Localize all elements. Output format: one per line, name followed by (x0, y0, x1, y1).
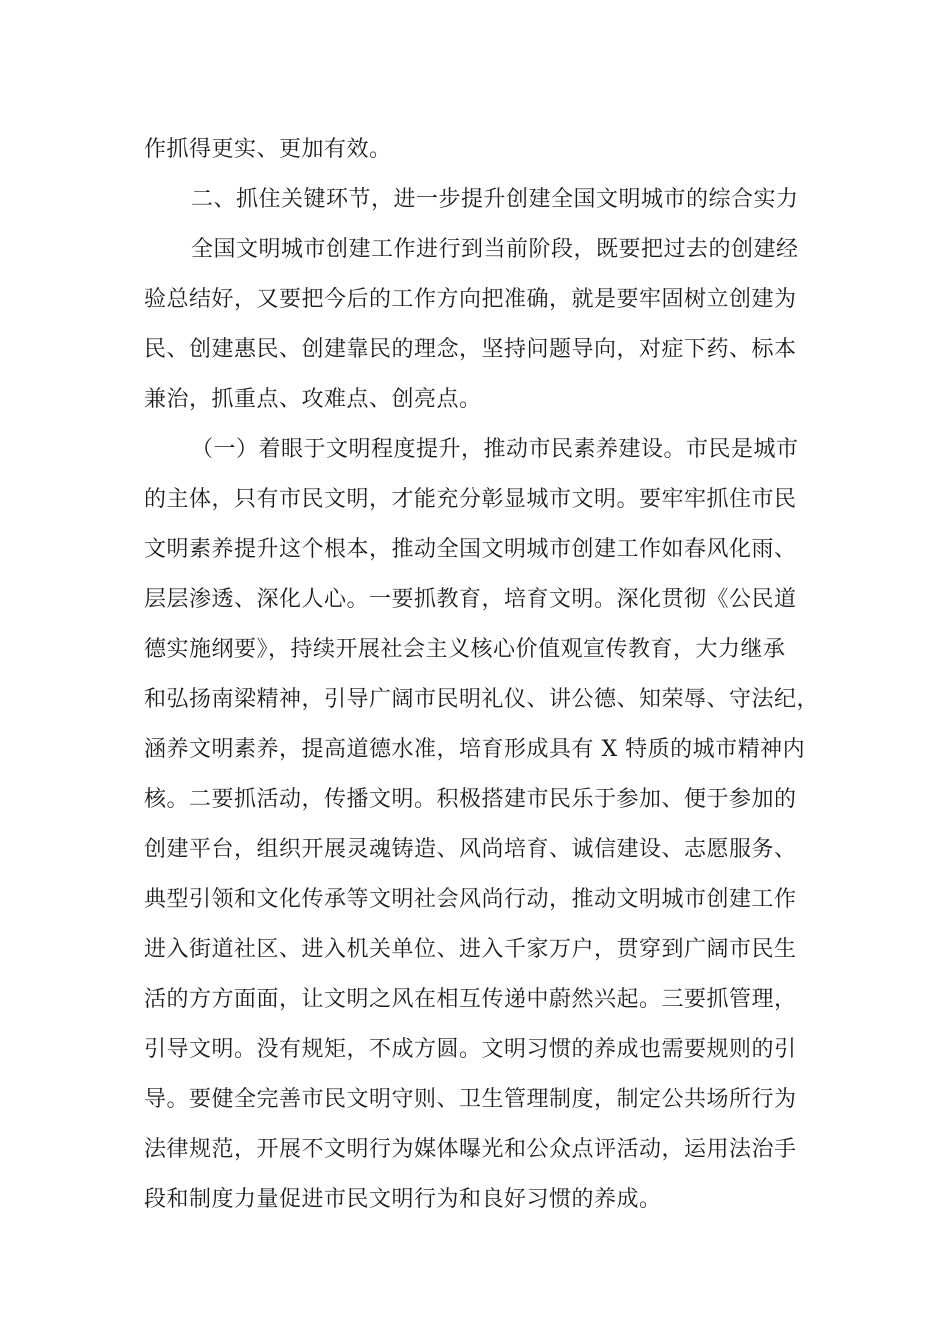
text-line-5: 民、创建惠民、创建靠民的理念，坚持问题导向，对症下药、标本 (144, 337, 797, 362)
subsection-heading-line: （一）着眼于文明程度提升，推动市民素养建设。市民是城市 (191, 437, 799, 462)
text-line-20: 导。要健全完善市民文明守则、卫生管理制度，制定公共场所行为 (144, 1087, 797, 1112)
text-line-13: 涵养文明素养，提高道德水准，培育形成具有 X 特质的城市精神内 (144, 737, 806, 762)
text-line-22: 段和制度力量促进市民文明行为和良好习惯的养成。 (144, 1187, 662, 1212)
text-line-15: 创建平台，组织开展灵魂铸造、风尚培育、诚信建设、志愿服务、 (144, 837, 797, 862)
section-heading: 二、抓住关键环节，进一步提升创建全国文明城市的综合实力 (191, 187, 799, 212)
text-line-8: 的主体，只有市民文明，才能充分彰显城市文明。要牢牢抓住市民 (144, 487, 797, 512)
text-line-18: 活的方方面面，让文明之风在相互传递中蔚然兴起。三要抓管理， (144, 987, 797, 1012)
text-line-11: 德实施纲要》，持续开展社会主义核心价值观宣传教育，大力继承 (144, 637, 786, 662)
text-line-10: 层层渗透、深化人心。一要抓教育，培育文明。深化贯彻《公民道 (144, 587, 797, 612)
text-line-3: 全国文明城市创建工作进行到当前阶段，既要把过去的创建经 (191, 237, 799, 262)
text-line-9: 文明素养提升这个根本，推动全国文明城市创建工作如春风化雨、 (144, 537, 797, 562)
text-line-21: 法律规范，开展不文明行为媒体曝光和公众点评活动，运用法治手 (144, 1137, 797, 1162)
text-line-6: 兼治，抓重点、攻难点、创亮点。 (144, 387, 482, 412)
text-line-1: 作抓得更实、更加有效。 (144, 137, 392, 162)
text-line-12: 和弘扬南梁精神，引导广阔市民明礼仪、讲公德、知荣辱、守法纪， (144, 687, 820, 712)
text-line-19: 引导文明。没有规矩，不成方圆。文明习惯的养成也需要规则的引 (144, 1037, 797, 1062)
text-line-17: 进入街道社区、进入机关单位、进入千家万户，贯穿到广阔市民生 (144, 937, 797, 962)
text-line-4: 验总结好，又要把今后的工作方向把准确，就是要牢固树立创建为 (144, 287, 797, 312)
text-line-16: 典型引领和文化传承等文明社会风尚行动，推动文明城市创建工作 (144, 887, 797, 912)
text-line-14: 核。二要抓活动，传播文明。积极搭建市民乐于参加、便于参加的 (144, 787, 797, 812)
